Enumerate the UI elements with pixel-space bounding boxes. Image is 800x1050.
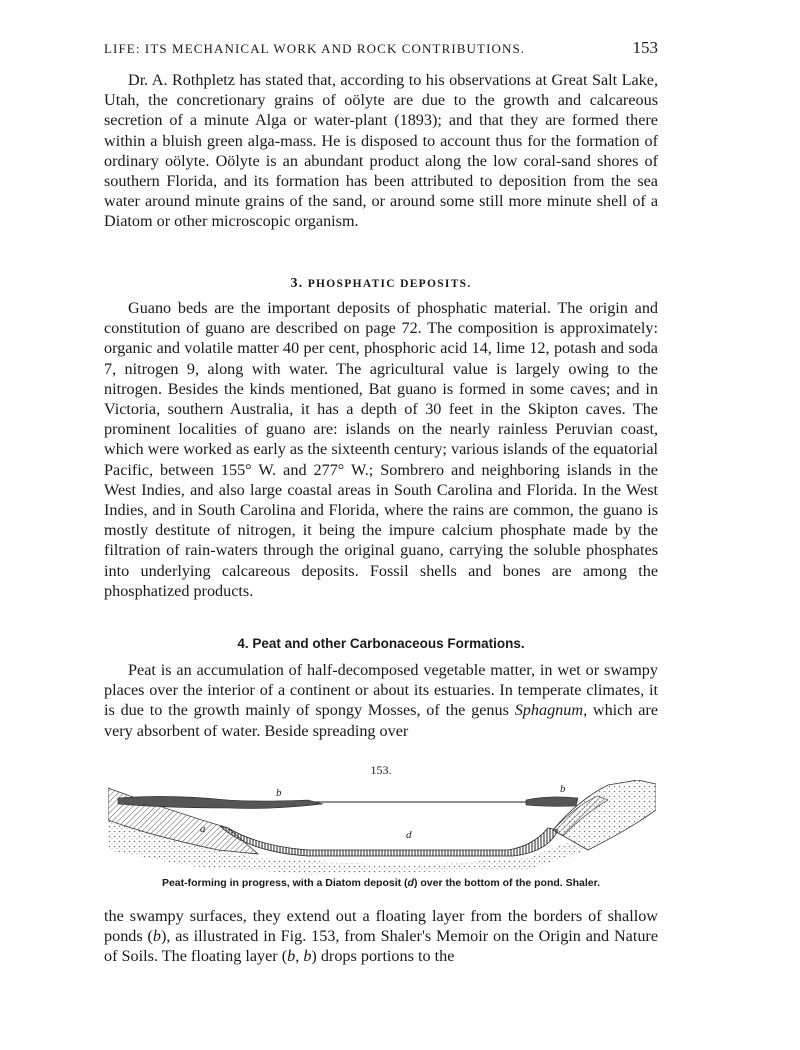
paragraph-floating-text-1: the swampy surfaces, they extend out a floating layer from the borders of shallow ponds (	[104, 907, 658, 946]
genus-name: Sphagnum	[514, 701, 584, 720]
paragraph-guano	[104, 298, 658, 601]
section-number: 3.	[290, 276, 304, 291]
paragraph-floating-text-3: ,	[295, 947, 304, 966]
paragraph-guano-text: Guano beds are the important deposits of phosphatic material. The origin and constitution of guano are described on page 72. The composition is approximately: organic and volatile matter 40 per cent, phosphoric acid 14, lime 12, potash and soda 7, nitrogen 9, along with water. The agricultural value is largely owing to the nitrogen. Besides the kinds mentioned, Bat guano is formed in some caves; and in Victoria, southern Australia, it has a depth of 30 feet in the Skipton caves. The prominent localities of guano are: islands on the nearly rainless Peruvian coast, which were worked as early as the sixteenth century; various islands of the equatorial Pacific, between 155° W. and 277° W.; Sombrero and neighboring islands in the West Indies, and also large coastal areas in South Carolina and Florida. In the West Indies, and in South Carolina and Florida, where the rains are common, the guano is mostly destitute of nitrogen, it being the impure calcium phosphate made by the filtration of rain-waters through the original guano, carrying the soluble phosphates into underlying calcareous deposits. Fossil shells and bones are among the phosphatized products.	[104, 299, 658, 600]
page-number: 153	[632, 38, 658, 57]
section-heading-peat: 4. Peat and other Carbonaceous Formations.	[237, 636, 525, 651]
paragraph-oolyte-text: Dr. A. Rothpletz has stated that, according to his observations at Great Salt Lake, Utah, the concretionary grains of oölyte are due to the growth and calcareous secretion of a minute Alga or water-plant (1893); and that they are formed there within a bluish green alga-mass. He is disposed to account thus for the formation of ordinary oölyte. Oölyte is an abundant product along the low coral-sand shores of southern Florida, and its formation has been attributed to deposition from the sea water around minute grains of the sand, or around some still more minute shell of a Diatom or other microscopic organism.	[104, 71, 658, 231]
caption-italic: d	[407, 877, 414, 889]
figure-caption	[104, 877, 658, 889]
figure-number: 153.	[370, 763, 392, 777]
section-title: PHOSPHATIC DEPOSITS.	[307, 278, 472, 290]
paragraph-floating-text-2: ), as illustrated in Fig. 153, from Shaler's Memoir on the Origin and Nature of Soils. The floating layer (	[104, 927, 658, 966]
caption-text: Peat-forming in progress, with a Diatom deposit (	[161, 877, 408, 889]
italic-b: b	[303, 947, 312, 966]
paragraph-floating-layer	[104, 906, 658, 967]
italic-b: b	[152, 927, 162, 946]
page-header	[104, 38, 658, 58]
paragraph-oolyte	[104, 70, 658, 232]
running-title: LIFE: ITS MECHANICAL WORK AND ROCK CONTRIBUTIONS.	[104, 41, 526, 56]
paragraph-peat-text: Peat is an accumulation of half-decomposed vegetable matter, in wet or swampy places over the interior of a continent or about its estuaries. In temperate climates, it is due to the growth mainly of spongy Mosses, of the genus	[104, 661, 658, 720]
diatom-deposit	[220, 826, 558, 856]
label-a: a	[200, 823, 206, 835]
caption-text-end: ) over the bottom of the pond. Shaler.	[413, 877, 601, 889]
peat-pond-illustration	[108, 780, 656, 874]
section-heading-phosphatic	[104, 276, 658, 292]
paragraph-peat	[104, 660, 658, 741]
italic-b: b	[287, 947, 296, 966]
label-b-left: b	[276, 787, 282, 799]
floating-peat-right	[526, 797, 578, 806]
paragraph-peat-text-end: , which are very absorbent of water. Beside spreading over	[104, 701, 659, 740]
label-b-right: b	[560, 783, 566, 795]
paragraph-floating-text-4: ) drops portions to the	[311, 947, 455, 966]
label-d: d	[406, 829, 412, 841]
